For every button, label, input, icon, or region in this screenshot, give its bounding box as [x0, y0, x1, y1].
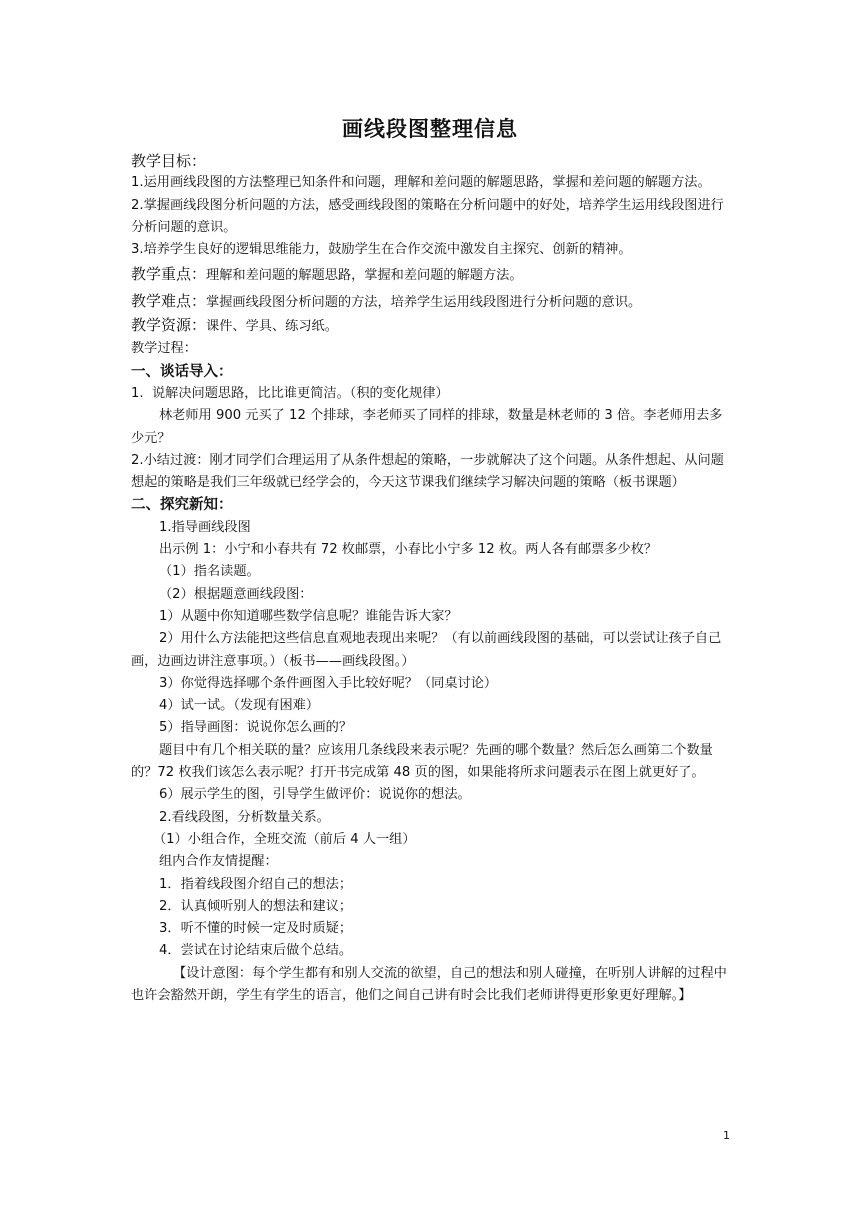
key-points-text: 理解和差问题的解题思路，掌握和差问题的解题方法。 [206, 268, 523, 284]
section-1-item-2: 2.小结过渡：刚才同学们合理运用了从条件想起的策略，一步就解决了这个问题。从条件想起、从问题想起的策略是我们三年级就已经学会的，今天这节课我们继续学习解决问题的策略（板书课题） [131, 452, 724, 491]
difficulties [131, 290, 731, 314]
page-number: 1 [723, 1129, 730, 1142]
resources [131, 314, 731, 338]
section-2-line: （2）根据题意画线段图： [159, 586, 313, 602]
section-1-problem: 林老师用 900 元买了 12 个排球，李老师买了同样的排球，数量是林老师的 3 倍。李老师用去多少元？ [131, 408, 723, 446]
section-2-line: 2．认真倾听别人的想法和建议； [159, 898, 353, 914]
section-2-line: 出示例 1：小宁和小春共有 72 枚邮票，小春比小宁多 12 枚。两人各有邮票多少枚？ [159, 542, 658, 558]
section-2-heading: 二、探究新知： [131, 497, 233, 514]
section-2-line: 4．尝试在讨论结束后做个总结。 [159, 943, 353, 959]
document-body [131, 150, 731, 1007]
section-2-line: 5）指导画图：说说你怎么画的？ [159, 720, 353, 736]
section-2-line: 6）展示学生的图，引导学生做评价：说说你的想法。 [159, 787, 471, 803]
section-2-line: 组内合作友情提醒： [159, 854, 278, 870]
section-2-line: 题目中有几个相关联的量？应该用几条线段来表示呢？先画的哪个数量？然后怎么画第二个数量的？72 枚我们该怎么表示呢？打开书完成第 48 页的图，如果能将所求问题表示在图上就更好了。 [131, 742, 713, 781]
section-1-item-1: 1. 说解决问题思路，比比谁更简洁。（积的变化规律） [131, 385, 449, 401]
goals-heading: 教学目标： [131, 152, 207, 170]
section-2-line: （1）小组合作，全班交流（前后 4 人一组） [153, 831, 416, 847]
section-1-heading: 一、谈话导入： [131, 363, 233, 380]
section-2-line: 2.看线段图，分析数量关系。 [159, 809, 330, 825]
goal-item: 2.掌握画线段图分析问题的方法，感受画线段图的策略在分析问题中的好处，培养学生运用线段图进行分析问题的意识。 [131, 197, 724, 235]
key-points [131, 263, 731, 287]
section-2-line: 3）你觉得选择哪个条件画图入手比较好呢？（同桌讨论） [159, 675, 498, 691]
goal-item: 1.运用画线段图的方法整理已知条件和问题，理解和差问题的解题思路，掌握和差问题的解题方法。 [131, 175, 711, 191]
section-2-line: 2）用什么方法能把这些信息直观地表现出来呢？（有以前画线段图的基础，可以尝试让孩子自己画，边画边讲注意事项。）（板书——画线段图。） [131, 631, 722, 669]
section-2-line: 3．听不懂的时候一定及时质疑； [159, 921, 353, 937]
difficulties-label: 教学难点： [131, 291, 207, 310]
difficulties-text: 掌握画线段图分析问题的方法，培养学生运用线段图进行分析问题的意识。 [206, 294, 642, 310]
section-2-line: 1.指导画线段图 [159, 519, 251, 535]
process-label: 教学过程： [131, 341, 197, 357]
resources-text: 课件、学具、练习纸。 [206, 319, 338, 335]
section-2-line: 1）从题中你知道哪些数学信息呢？谁能告诉大家？ [159, 608, 458, 624]
goal-item: 3.培养学生良好的逻辑思维能力，鼓励学生在合作交流中激发自主探究、创新的精神。 [131, 242, 632, 258]
section-2-line: （1）指名读题。 [159, 564, 260, 580]
resources-label: 教学资源： [131, 316, 207, 335]
key-points-label: 教学重点： [131, 265, 207, 284]
design-intent: 【设计意图：每个学生都有和别人交流的欲望，自己的想法和别人碰撞，在听别人讲解的过程中也许会豁然开朗，学生有学生的语言，他们之间自己讲有时会比我们老师讲得更形象更好理解。】 [131, 965, 727, 1003]
section-2-line: 4）试一试。（发现有困难） [159, 698, 320, 714]
page-title: 画线段图整理信息 [342, 117, 518, 141]
section-2-line: 1．指着线段图介绍自己的想法； [159, 876, 353, 892]
